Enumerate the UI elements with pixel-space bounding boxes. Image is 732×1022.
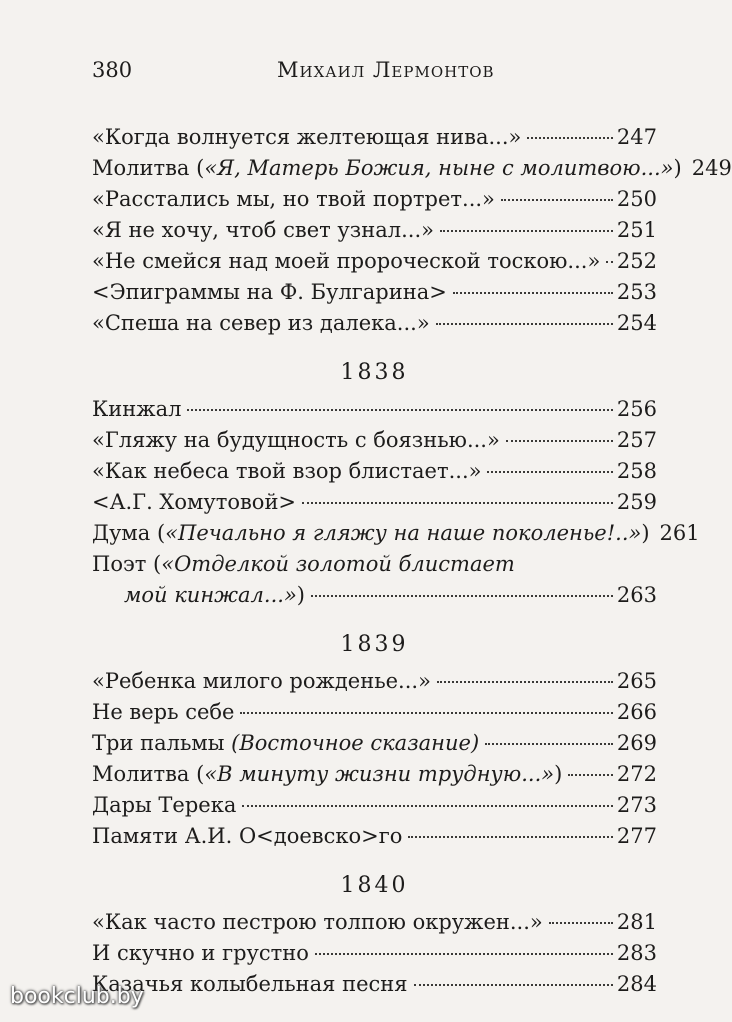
entry-page-number: 263 (616, 583, 657, 607)
entry-title: Не верь себе (92, 700, 235, 724)
entry-title-group (92, 184, 495, 215)
entry-title-group (92, 821, 402, 852)
toc-entry[interactable] (92, 308, 657, 339)
year-heading: 1839 (340, 632, 409, 657)
entry-page-number: 259 (616, 490, 657, 514)
entry-page-number: 252 (616, 249, 657, 273)
entry-title: «Как часто пестрою толпою окружен...» (92, 910, 543, 934)
dot-leader (527, 137, 613, 139)
entry-page-number: 247 (616, 125, 657, 149)
year-heading: 1840 (340, 873, 409, 898)
entry-title-group (92, 697, 234, 728)
toc-entry[interactable] (92, 759, 657, 790)
entry-title-group (92, 907, 543, 938)
dot-leader (440, 230, 613, 232)
entry-title: И скучно и грустно (92, 941, 309, 965)
year-heading: 1838 (340, 360, 409, 385)
entry-title-group (92, 666, 431, 697)
entry-page-number: 283 (616, 941, 657, 965)
dot-leader (408, 836, 613, 838)
entry-title: Три пальмы (92, 731, 232, 755)
entry-title-continued (124, 580, 305, 611)
entry-page-number: 254 (616, 311, 657, 335)
entry-title-group (92, 394, 181, 425)
entry-title-group (92, 518, 650, 549)
entry-title-group (92, 122, 521, 153)
entry-title: Поэт ( (92, 552, 162, 576)
toc-entry[interactable] (92, 246, 657, 277)
entry-title: Памяти А.И. О<доевско>го (92, 824, 403, 848)
entry-page-number: 250 (616, 187, 657, 211)
toc-entry[interactable] (92, 487, 657, 518)
dot-leader (549, 922, 613, 924)
dot-leader (606, 261, 613, 263)
entry-title: «Как небеса твой взор блистает...» (92, 459, 482, 483)
entry-italic-title: «В минуту жизни трудную...» (204, 762, 555, 786)
entry-title-suffix: ) (641, 521, 650, 545)
dot-leader (436, 323, 613, 325)
entry-title: <А.Г. Хомутовой> (92, 490, 297, 514)
entry-italic-title: «Я, Матерь Божия, ныне с молитвою...» (204, 156, 674, 180)
dot-leader (568, 774, 613, 776)
entry-page-number: 272 (616, 762, 657, 786)
entry-page-number: 265 (616, 669, 657, 693)
entry-title: «Когда волнуется желтеющая нива...» (92, 125, 522, 149)
dot-leader (311, 595, 613, 597)
toc-entry[interactable] (92, 549, 657, 611)
entry-title: <Эпиграммы на Ф. Булгарина> (92, 280, 447, 304)
entry-page-number: 258 (616, 459, 657, 483)
entry-title-group (92, 425, 500, 456)
entry-title: «Гляжу на будущность с боязнью...» (92, 428, 500, 452)
entry-title-group (92, 308, 430, 339)
entry-title: Молитва ( (92, 762, 205, 786)
entry-title: «Спеша на север из далека...» (92, 311, 430, 335)
entry-page-number: 256 (616, 397, 657, 421)
dot-leader (242, 805, 613, 807)
entry-page-number: 257 (616, 428, 657, 452)
entry-title-group (92, 456, 481, 487)
page-header (92, 58, 657, 88)
toc-entry[interactable] (92, 969, 657, 1000)
running-title: Михаил Лермонтов (277, 58, 495, 82)
entry-italic-title: «Отделкой золотой блистает (161, 552, 515, 576)
dot-leader (302, 502, 613, 504)
dot-leader (487, 471, 612, 473)
toc-entry[interactable] (92, 518, 700, 549)
toc-entry[interactable] (92, 790, 657, 821)
entry-page-number: 273 (616, 793, 657, 817)
entry-title-suffix: ) (554, 762, 563, 786)
entry-title-group (92, 728, 479, 759)
toc-entry[interactable] (92, 938, 657, 969)
dot-leader (506, 440, 613, 442)
toc-entry[interactable] (92, 184, 657, 215)
entry-title-group (92, 938, 309, 969)
toc-entry[interactable] (92, 728, 657, 759)
toc-entry[interactable] (92, 456, 657, 487)
entry-page-number: 266 (616, 700, 657, 724)
toc-entry[interactable] (92, 907, 657, 938)
entry-title: «Я не хочу, чтоб свет узнал...» (92, 218, 434, 242)
watermark: bookclub.by (10, 984, 144, 1009)
entry-title: Дары Терека (92, 793, 237, 817)
entry-title-group (92, 487, 296, 518)
entry-line-2 (92, 580, 657, 611)
entry-title: «Ребенка милого рожденье...» (92, 669, 431, 693)
entry-italic-title: мой кинжал...» (124, 583, 297, 607)
entry-italic-title: (Восточное сказание) (231, 731, 480, 755)
toc-entry[interactable] (92, 821, 657, 852)
entry-title-suffix: ) (673, 156, 682, 180)
toc-entry[interactable] (92, 153, 732, 184)
entry-page-number: 261 (659, 521, 700, 545)
toc-entry[interactable] (92, 425, 657, 456)
dot-leader (501, 199, 613, 201)
dot-leader (414, 984, 613, 986)
entry-title-group (92, 277, 447, 308)
toc-entry[interactable] (92, 122, 657, 153)
entry-title: Дума ( (92, 521, 166, 545)
toc-entry[interactable] (92, 277, 657, 308)
dot-leader (437, 681, 613, 683)
table-of-contents (92, 122, 732, 1000)
entry-title-group (92, 153, 682, 184)
entry-title-group (92, 246, 600, 277)
entry-page-number: 269 (616, 731, 657, 755)
entry-title: «Расстались мы, но твой портрет...» (92, 187, 495, 211)
entry-italic-title: «Печально я гляжу на наше поколенье!..» (165, 521, 642, 545)
dot-leader (315, 953, 613, 955)
page-number: 380 (92, 58, 133, 82)
entry-title-group (92, 215, 434, 246)
entry-title: Кинжал (92, 397, 182, 421)
toc-entry[interactable] (92, 215, 657, 246)
dot-leader (453, 292, 613, 294)
entry-title: Молитва ( (92, 156, 205, 180)
entry-page-number: 253 (616, 280, 657, 304)
entry-page-number: 251 (616, 218, 657, 242)
toc-entry[interactable] (92, 666, 657, 697)
entry-page-number: 281 (616, 910, 657, 934)
entry-title-group (92, 790, 236, 821)
entry-title-suffix: ) (296, 583, 305, 607)
entry-title: Казачья колыбельная песня (92, 972, 408, 996)
entry-title-group (92, 759, 562, 790)
dot-leader (187, 409, 612, 411)
dot-leader (485, 743, 613, 745)
toc-entry[interactable] (92, 394, 657, 425)
entry-page-number: 249 (691, 156, 732, 180)
entry-page-number: 277 (616, 824, 657, 848)
entry-title: «Не смейся над моей пророческой тоскою...» (92, 249, 601, 273)
entry-page-number: 284 (616, 972, 657, 996)
toc-entry[interactable] (92, 697, 657, 728)
dot-leader (240, 712, 612, 714)
entry-line-1 (92, 549, 657, 580)
